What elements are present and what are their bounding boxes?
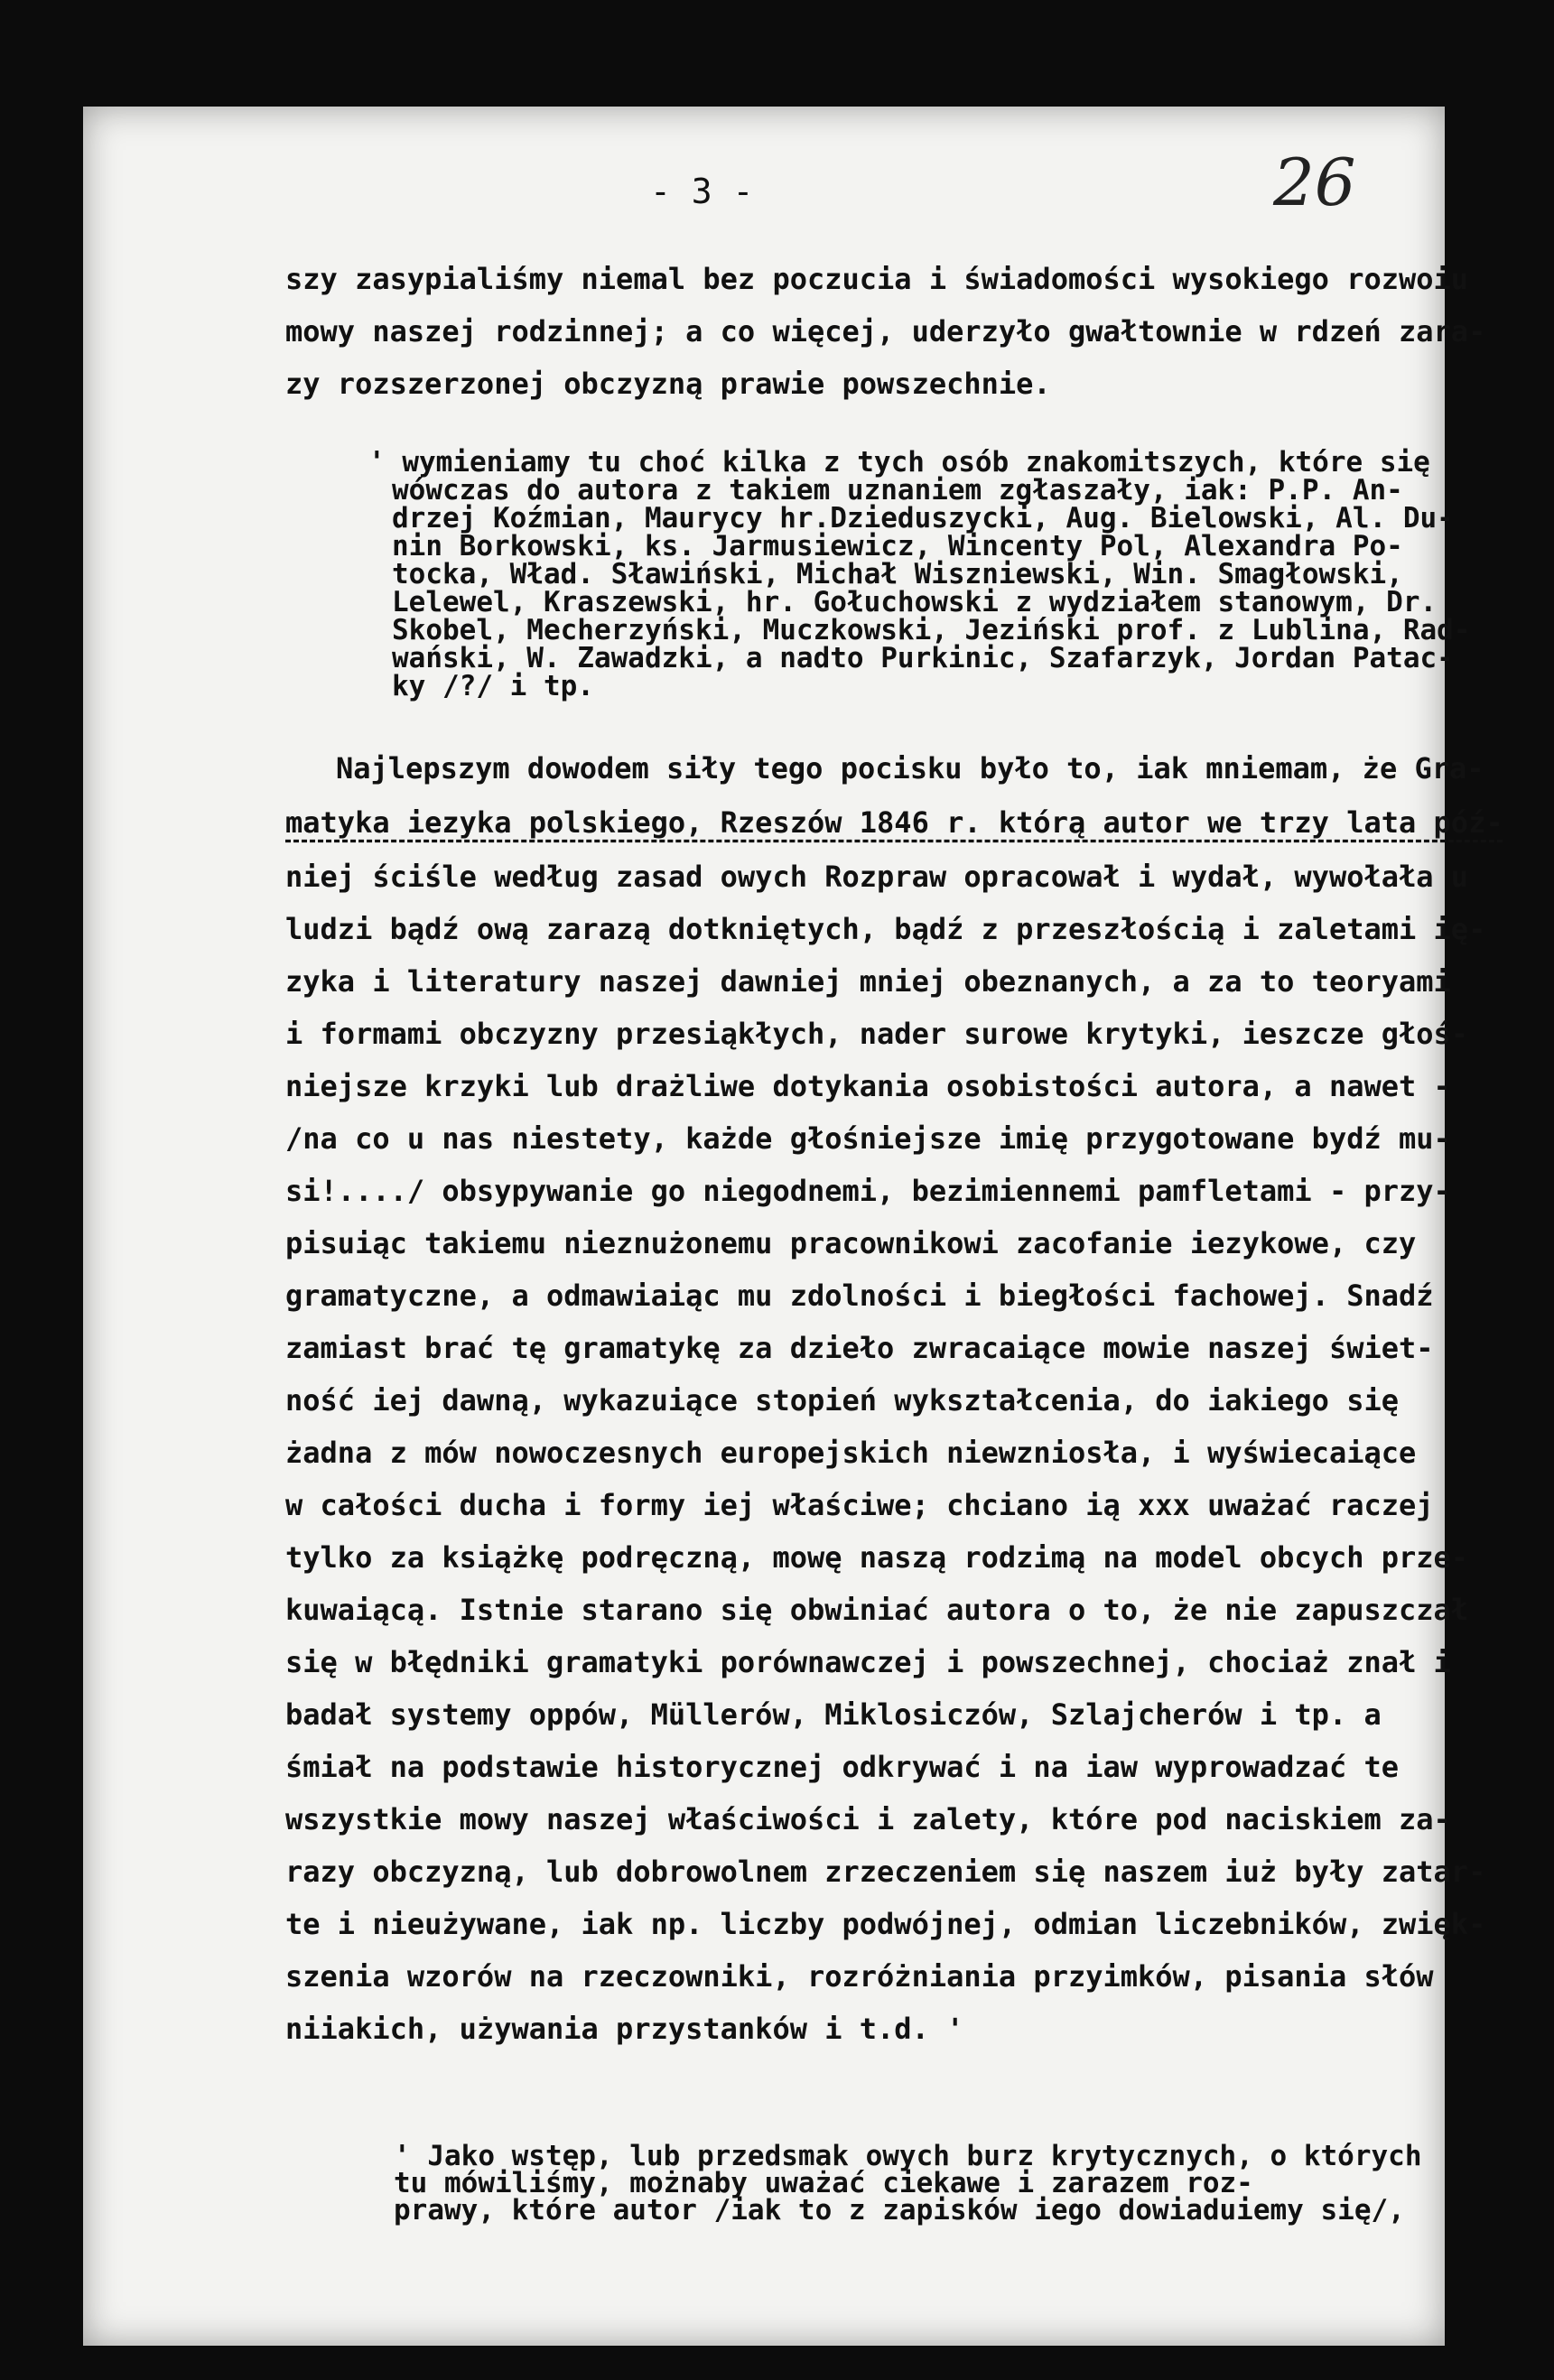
text-line: szenia wzorów na rzeczowniki, rozróżniania przyimków, pisania słów bbox=[285, 1959, 1434, 1994]
footnote-line: Skobel, Mecherzyński, Muczkowski, Jeziński prof. z Lublina, Rad- bbox=[392, 614, 1471, 646]
text-line: niiakich, używania przystanków i t.d. ' bbox=[285, 2012, 964, 2046]
text-line: te i nieużywane, iak np. liczby podwójnej, odmian liczebników, zwięk- bbox=[285, 1907, 1486, 1941]
text-line: Najlepszym dowodem siły tego pocisku było to, iak mniemam, że Gra- bbox=[336, 751, 1484, 786]
text-line: tylko za książkę podręczną, mowę naszą rodzimą na model obcych prze- bbox=[285, 1540, 1469, 1575]
text-line: zy rozszerzonej obczyzną prawie powszechnie. bbox=[285, 367, 1051, 401]
footnote-line: tocka, Wład. Sławiński, Michał Wiszniewski, Win. Smagłowski, bbox=[392, 558, 1403, 590]
text-line: zyka i literatury naszej dawniej mniej obeznanych, a za to teoryami bbox=[285, 964, 1451, 999]
text-line: niej ściśle według zasad owych Rozpraw opracował i wydał, wywołała u bbox=[285, 860, 1469, 894]
text-line: pisuiąc takiemu nieznużonemu pracownikowi zacofanie iezykowe, czy bbox=[285, 1226, 1417, 1260]
footnote-line: wówczas do autora z takiem uznaniem zgłaszały, iak: P.P. An- bbox=[392, 474, 1403, 507]
text-line: szy zasypialiśmy niemal bez poczucia i świadomości wysokiego rozwoiu bbox=[285, 262, 1469, 296]
text-line: niejsze krzyki lub drażliwe dotykania osobistości autora, a nawet - bbox=[285, 1069, 1451, 1103]
text-line: si!..../ obsypywanie go niegodnemi, bezimiennemi pamfletami - przy- bbox=[285, 1174, 1451, 1208]
text-line: zamiast brać tę gramatykę za dzieło zwracaiące mowie naszej świet- bbox=[285, 1331, 1434, 1365]
footnote-line: Lelewel, Kraszewski, hr. Gołuchowski z wydziałem stanowym, Dr. bbox=[392, 586, 1438, 618]
text-line: badał systemy oppów, Müllerów, Miklosiczów, Szlajcherów i tp. a bbox=[285, 1697, 1382, 1732]
text-line: ludzi bądź ową zarazą dotkniętych, bądź z przeszłością i zaletami ię- bbox=[285, 912, 1486, 946]
text-line: i formami obczyzny przesiąkłych, nader surowe krytyki, ieszcze głoś- bbox=[285, 1017, 1469, 1051]
text-line: mowy naszej rodzinnej; a co więcej, uderzyło gwałtownie w rdzeń zara- bbox=[285, 314, 1486, 349]
folio-number: 26 bbox=[1273, 144, 1356, 220]
text-line: ność iej dawną, wykazuiące stopień wykształcenia, do iakiego się bbox=[285, 1383, 1399, 1418]
text-line: matyka iezyka polskiego, Rzeszów 1846 r. którą autor we trzy lata póź- bbox=[285, 805, 1503, 840]
text-line: w całości ducha i formy iej właściwe; chciano ią xxx uważać raczej bbox=[285, 1488, 1434, 1522]
footnote-line: wański, W. Zawadzki, a nadto Purkinic, Szafarzyk, Jordan Patac- bbox=[392, 642, 1454, 674]
footnote-line: tu mówiliśmy, możnaby uważać ciekawe i zarazem roz- bbox=[394, 2167, 1253, 2199]
text-line: kuwaiącą. Istnie starano się obwiniać autora o to, że nie zapuszczał bbox=[285, 1593, 1469, 1627]
page-number: - 3 - bbox=[650, 172, 754, 211]
text-line: gramatyczne, a odmawiaiąc mu zdolności i biegłości fachowej. Snadź bbox=[285, 1278, 1434, 1313]
footnote-line: nin Borkowski, ks. Jarmusiewicz, Wincenty Pol, Alexandra Po- bbox=[392, 530, 1403, 562]
text-line: wszystkie mowy naszej właściwości i zalety, które pod naciskiem za- bbox=[285, 1802, 1451, 1836]
footnote-line: prawy, które autor /iak to z zapisków iego dowiaduiemy się/, bbox=[394, 2194, 1405, 2227]
footnote-line: ' Jako wstęp, lub przedsmak owych burz krytycznych, o których bbox=[394, 2140, 1422, 2172]
footnote-line: ky /?/ i tp. bbox=[392, 670, 594, 702]
text-line: razy obczyzną, lub dobrowolnem zrzeczeniem się naszem iuż były zatar- bbox=[285, 1855, 1486, 1889]
text-line: żadna z mów nowoczesnych europejskich niewzniosła, i wyświecaiące bbox=[285, 1436, 1417, 1470]
text-line: /na co u nas niestety, każde głośniejsze imię przygotowane bydź mu- bbox=[285, 1121, 1451, 1156]
text-line: się w błędniki gramatyki porównawczej i powszechnej, chociaż znał i bbox=[285, 1645, 1451, 1679]
footnote-line: ' wymieniamy tu choć kilka z tych osób znakomitszych, które się bbox=[368, 446, 1430, 479]
text-line: śmiał na podstawie historycznej odkrywać i na iaw wyprowadzać te bbox=[285, 1750, 1399, 1784]
footnote-line: drzej Koźmian, Maurycy hr.Dzieduszycki, Aug. Bielowski, Al. Du- bbox=[392, 502, 1454, 535]
